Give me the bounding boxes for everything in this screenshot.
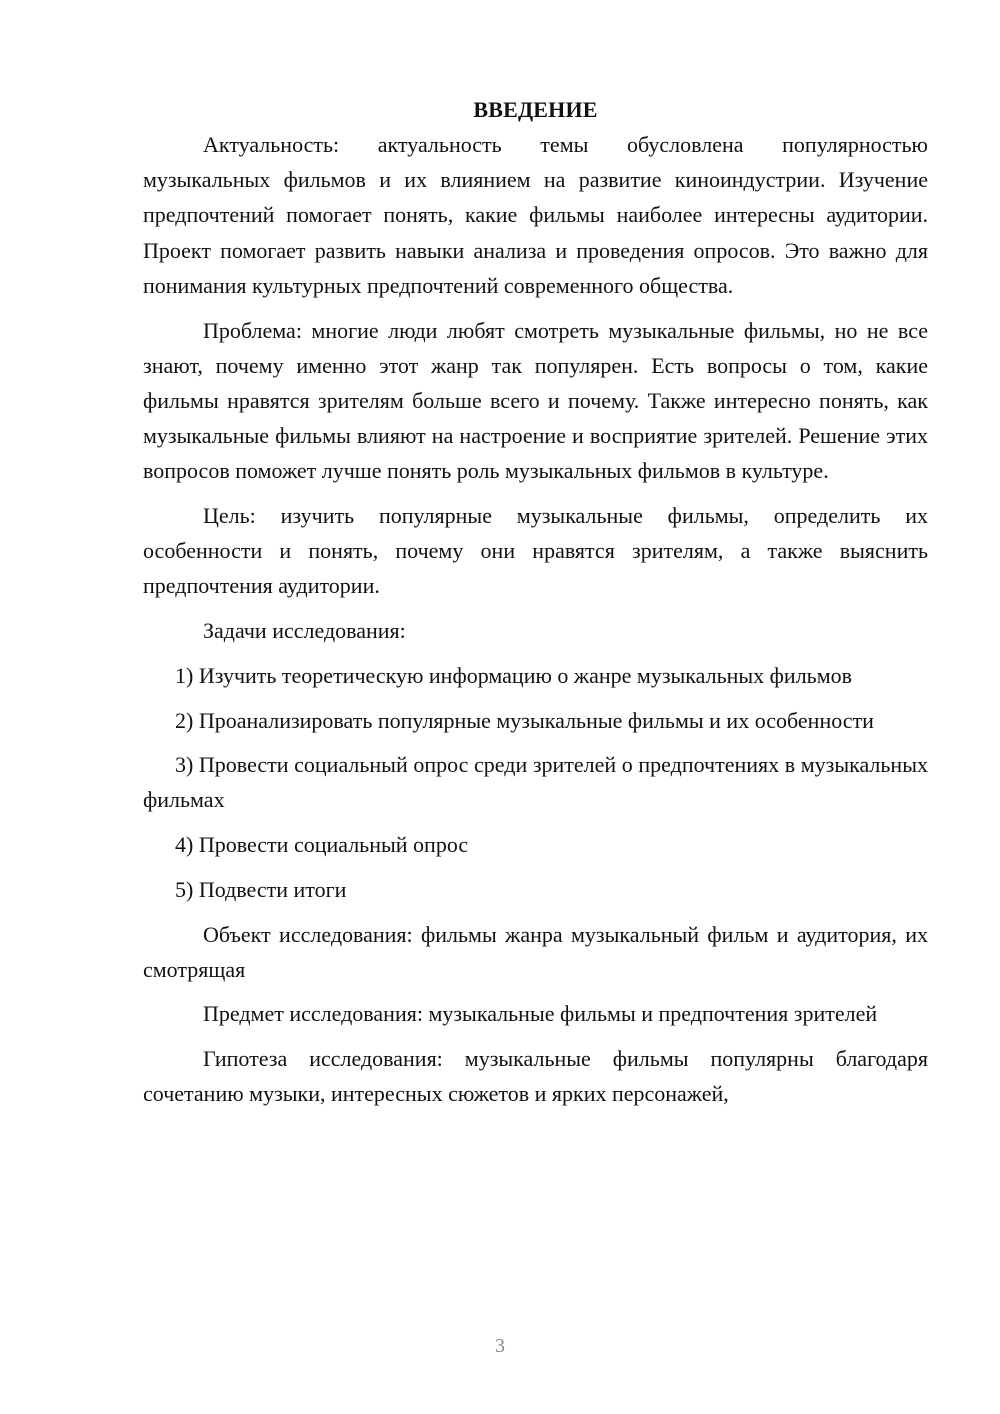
task-item-3: 3) Провести социальный опрос среди зрителей о предпочтениях в музыкальных фильмах [143, 752, 928, 813]
page-number: 3 [495, 1335, 505, 1357]
goal-paragraph: Цель: изучить популярные музыкальные фильмы, определить их особенности и понять, почему они нравятся зрителям, а также выяснить предпочтения аудитории. [143, 503, 928, 599]
task-item-1: 1) Изучить теоретическую информацию о жанре музыкальных фильмов [175, 662, 853, 688]
relevance-paragraph: Актуальность: актуальность темы обусловлена популярностью музыкальных фильмов и их влиянием на развитие киноиндустрии. Изучение предпочтений помогает понять, какие фильмы наиболее интересны аудитории. Проект помогает развить навыки анализа и проведения опросов. Это важно для понимания культурных предпочтений современного общества. [143, 132, 928, 298]
task-item-5: 5) Подвести итоги [175, 876, 347, 902]
task-item-4: 4) Провести социальный опрос [175, 832, 469, 858]
problem-paragraph: Проблема: многие люди любят смотреть музыкальные фильмы, но не все знают, почему именно этот жанр так популярен. Есть вопросы о том, какие фильмы нравятся зрителям больше всего и почему. Также интересно понять, как музыкальные фильмы влияют на настроение и восприятие зрителей. Решение этих вопросов поможет лучше понять роль музыкальных фильмов в культуре. [143, 317, 928, 484]
task-item-2: 2) Проанализировать популярные музыкальные фильмы и их особенности [175, 707, 874, 733]
document-page [143, 92, 928, 1121]
tasks-heading: Задачи исследования: [203, 618, 406, 644]
section-heading: ВВЕДЕНИЕ [473, 97, 598, 122]
subject-paragraph: Предмет исследования: музыкальные фильмы и предпочтения зрителей [203, 1001, 878, 1027]
object-paragraph: Объект исследования: фильмы жанра музыкальный фильм и аудитория, их смотрящая [143, 921, 928, 982]
hypothesis-paragraph: Гипотеза исследования: музыкальные фильмы популярны благодаря сочетанию музыки, интересных сюжетов и ярких персонажей, [143, 1046, 928, 1107]
